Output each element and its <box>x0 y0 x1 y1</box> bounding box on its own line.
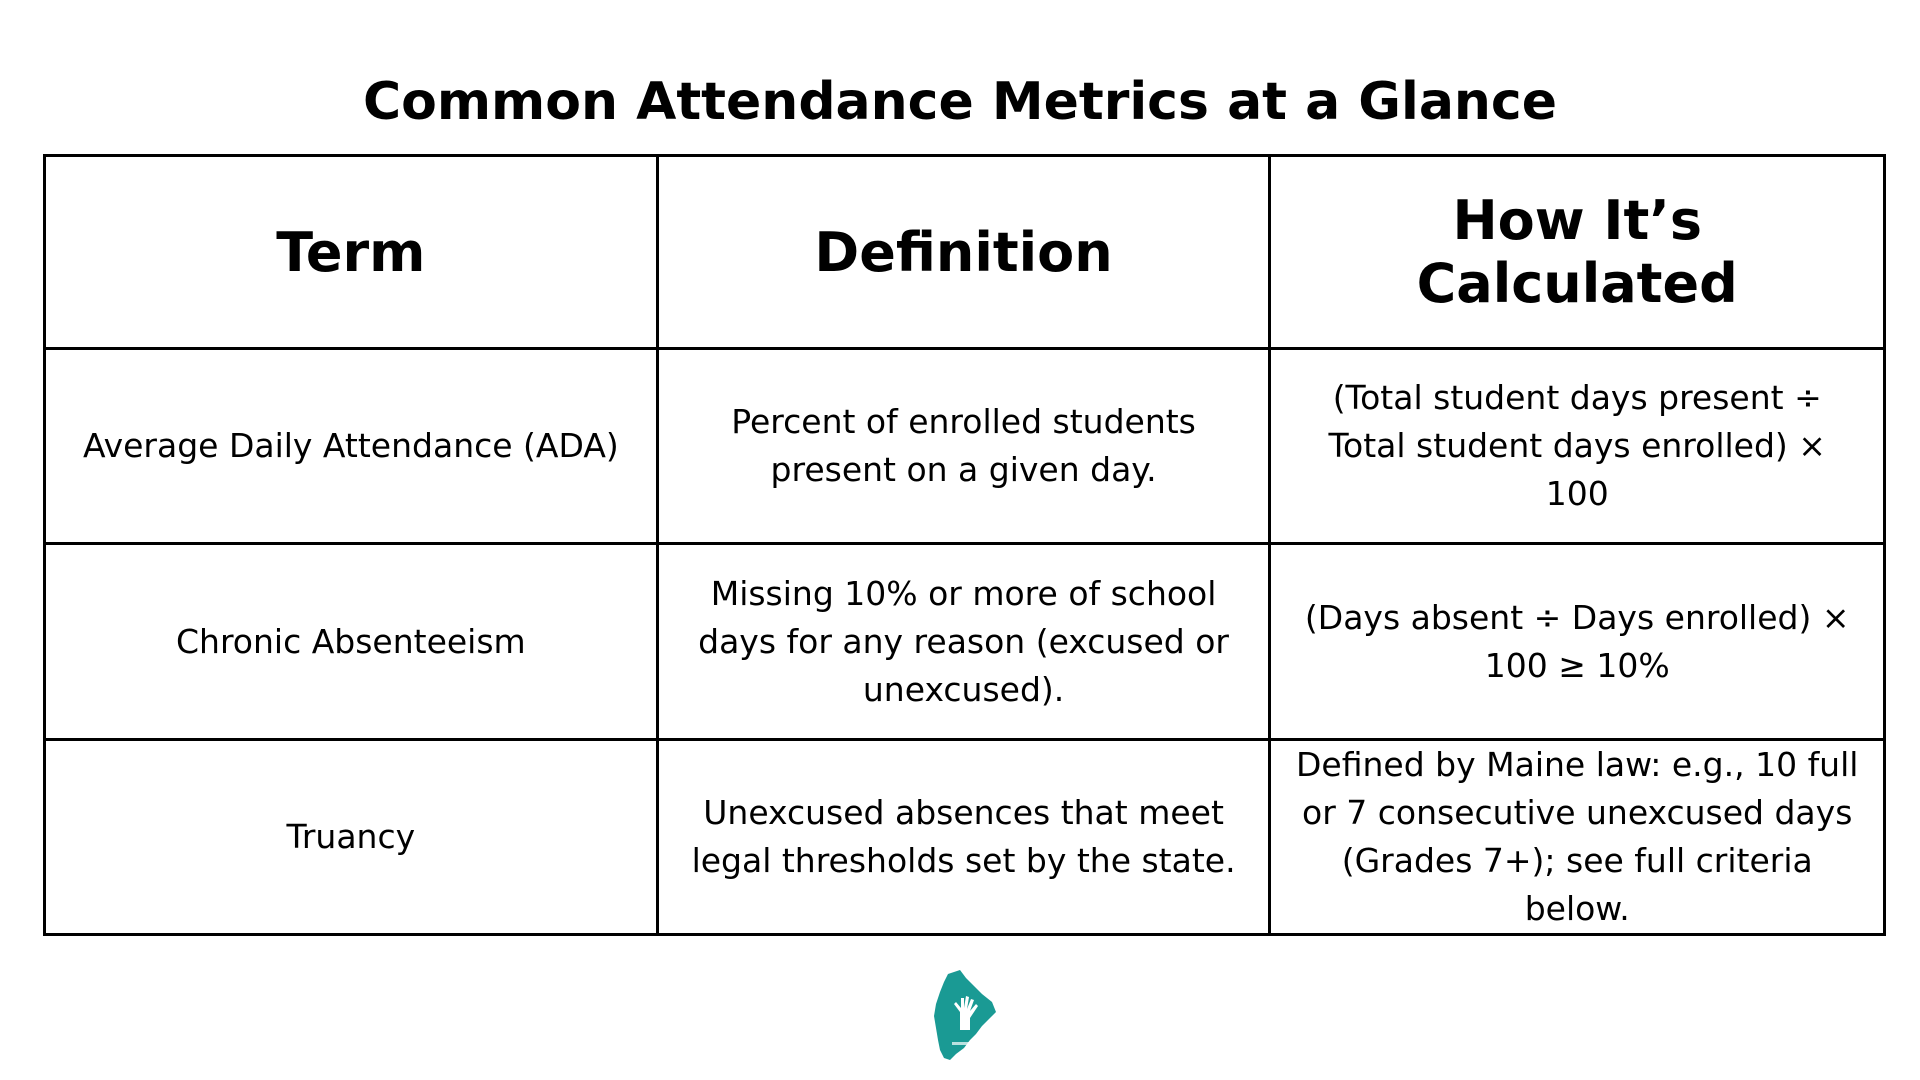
term-cell: Truancy <box>45 740 658 935</box>
metrics-table <box>43 154 1886 936</box>
table-row <box>45 740 1885 935</box>
definition-cell: Percent of enrolled students present on a given day. <box>657 349 1270 544</box>
term-cell: Chronic Absenteeism <box>45 544 658 740</box>
header-calculation: How It’s Calculated <box>1270 156 1885 349</box>
definition-cell: Unexcused absences that meet legal thresholds set by the state. <box>657 740 1270 935</box>
table-row <box>45 544 1885 740</box>
calculation-cell: Defined by Maine law: e.g., 10 full or 7 consecutive unexcused days (Grades 7+); see full criteria below. <box>1270 740 1885 935</box>
header-definition: Definition <box>657 156 1270 349</box>
page-title: Common Attendance Metrics at a Glance <box>362 72 1558 132</box>
maine-hand-logo-icon <box>930 968 1000 1064</box>
term-cell: Average Daily Attendance (ADA) <box>45 349 658 544</box>
calculation-cell: (Days absent ÷ Days enrolled) × 100 ≥ 10% <box>1270 544 1885 740</box>
header-term: Term <box>45 156 658 349</box>
definition-cell: Missing 10% or more of school days for any reason (excused or unexcused). <box>657 544 1270 740</box>
table-row <box>45 349 1885 544</box>
table-header-row <box>45 156 1885 349</box>
calculation-cell: (Total student days present ÷ Total student days enrolled) × 100 <box>1270 349 1885 544</box>
